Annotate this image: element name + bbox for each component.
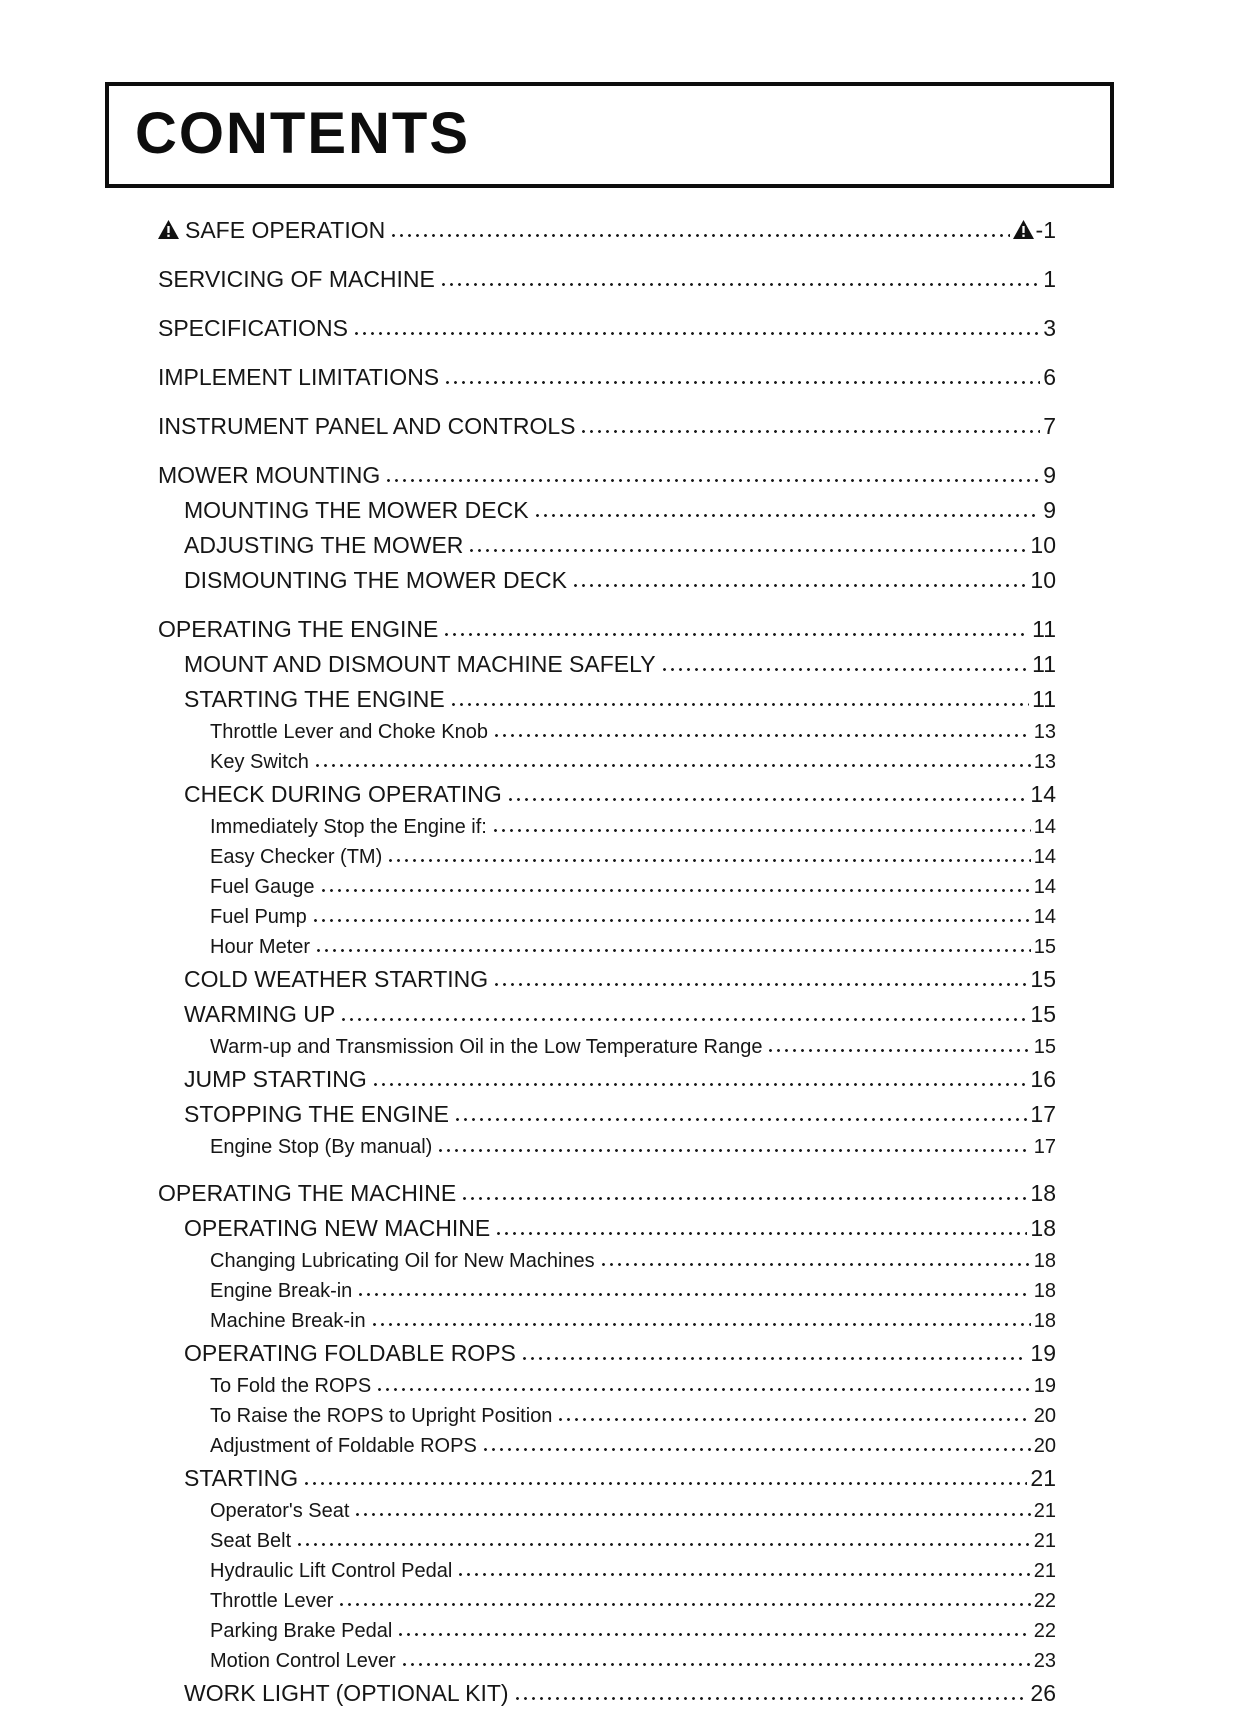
- toc-entry-label-wrap: [158, 217, 385, 244]
- toc-entry-page-wrap: [1043, 364, 1056, 391]
- toc-entry: [158, 310, 1056, 345]
- toc-entry-label-wrap: [184, 781, 502, 808]
- toc-entry-page-wrap: [1030, 1066, 1056, 1093]
- toc-entry-label: Adjustment of Foldable ROPS: [210, 1434, 477, 1457]
- toc-entry-label: COLD WEATHER STARTING: [184, 965, 489, 992]
- toc-entry-page-wrap: [1034, 1250, 1056, 1273]
- toc-entry-label-wrap: [210, 721, 488, 744]
- toc-entry-page-wrap: [1034, 1280, 1056, 1303]
- toc-entry: [158, 1525, 1056, 1555]
- toc-entry-page: 10: [1030, 566, 1056, 593]
- toc-entry-page-wrap: [1032, 616, 1056, 643]
- toc-entry-page-wrap: [1030, 966, 1056, 993]
- toc-entry: [158, 562, 1056, 597]
- toc-entry-page-wrap: [1030, 1465, 1056, 1492]
- toc-entry-label: DISMOUNTING THE MOWER DECK: [184, 566, 567, 593]
- toc-entry-page: 20: [1033, 1404, 1056, 1427]
- toc-entry-page: 1: [1043, 265, 1056, 292]
- toc-entry-label-wrap: [184, 567, 567, 594]
- toc-entry-page: 11: [1032, 685, 1056, 712]
- dotted-leader: [663, 649, 1030, 672]
- toc-entry: [158, 1335, 1056, 1370]
- toc-entry-label-wrap: [210, 1590, 333, 1613]
- dotted-leader: [509, 779, 1028, 802]
- toc-entry-label: WORK LIGHT (OPTIONAL KIT): [184, 1679, 509, 1706]
- toc-entry-label-wrap: [210, 1375, 371, 1398]
- toc-entry-label: Changing Lubricating Oil for New Machines: [210, 1249, 595, 1272]
- toc-entry-label-wrap: [184, 1066, 367, 1093]
- dotted-leader: [389, 843, 1031, 863]
- dotted-leader: [355, 313, 1040, 336]
- dotted-leader: [536, 495, 1041, 518]
- dotted-leader: [602, 1247, 1031, 1267]
- toc-entry-label-wrap: [184, 1340, 516, 1367]
- dotted-leader: [392, 215, 1009, 238]
- toc-entry: [158, 681, 1056, 716]
- dotted-leader: [442, 264, 1040, 287]
- toc-entry-label: CHECK DURING OPERATING: [184, 780, 502, 807]
- toc-entry-label: SERVICING OF MACHINE: [158, 265, 435, 292]
- toc-entry-page-wrap: [1034, 1375, 1056, 1398]
- toc-entry: [158, 1275, 1056, 1305]
- toc-entry: [158, 961, 1056, 996]
- dotted-leader: [769, 1033, 1030, 1053]
- toc-entry: [158, 931, 1056, 961]
- toc-entry-page: 11: [1032, 615, 1056, 642]
- toc-entry-label-wrap: [210, 1620, 392, 1643]
- toc-entry: [158, 1175, 1056, 1210]
- toc-entry-page-wrap: [1030, 1340, 1056, 1367]
- toc-entry-label: OPERATING THE ENGINE: [158, 615, 439, 642]
- toc-entry-page: 18: [1030, 1179, 1056, 1206]
- toc-entry: [158, 1245, 1056, 1275]
- toc-entry-page-wrap: [1030, 1180, 1056, 1207]
- toc-entry-label-wrap: [210, 876, 315, 899]
- toc-entry-page: 13: [1033, 720, 1056, 743]
- dotted-leader: [495, 964, 1027, 987]
- toc-entry-label: Hydraulic Lift Control Pedal: [210, 1559, 453, 1582]
- toc-entry-label: ADJUSTING THE MOWER: [184, 531, 464, 558]
- dotted-leader: [314, 903, 1031, 923]
- toc-entry-label-wrap: [210, 846, 382, 869]
- toc-entry-label-wrap: [158, 266, 435, 293]
- dotted-leader: [459, 1557, 1030, 1577]
- toc-entry-label: WARMING UP: [184, 1000, 336, 1027]
- toc-entry-label-wrap: [184, 532, 463, 559]
- toc-entry: [158, 408, 1056, 443]
- toc-entry-page: 15: [1030, 965, 1056, 992]
- toc-entry-page: 14: [1033, 815, 1056, 838]
- toc-entry-page: 11: [1032, 650, 1056, 677]
- toc-entry-page-wrap: [1043, 266, 1056, 293]
- toc-entry-label: Engine Break-in: [210, 1279, 353, 1302]
- dotted-leader: [516, 1678, 1028, 1701]
- toc-entry-label-wrap: [158, 315, 348, 342]
- toc-entry-page: 23: [1033, 1649, 1056, 1672]
- toc-entry-page-wrap: [1030, 567, 1056, 594]
- toc-entry-label: STARTING THE ENGINE: [184, 685, 445, 712]
- toc-entry: [158, 1555, 1056, 1585]
- toc-entry-page-wrap: [1034, 846, 1056, 869]
- toc-entry-page-wrap: [1034, 1405, 1056, 1428]
- toc-entry: [158, 1131, 1056, 1161]
- toc-entry-page: 16: [1030, 1065, 1056, 1092]
- toc-entry-label-wrap: [158, 462, 380, 489]
- toc-entry-label: IMPLEMENT LIMITATIONS: [158, 363, 440, 390]
- toc-entry-page: 7: [1043, 412, 1056, 439]
- toc-entry-page: 14: [1033, 905, 1056, 928]
- toc-entry: [158, 1031, 1056, 1061]
- toc-entry-page: 22: [1033, 1619, 1056, 1642]
- toc-entry-label-wrap: [184, 497, 529, 524]
- toc-entry-page: 10: [1030, 531, 1056, 558]
- toc-entry-label: Machine Break-in: [210, 1309, 366, 1332]
- toc-entry-label: To Fold the ROPS: [210, 1374, 372, 1397]
- toc-entry-page-wrap: [1034, 1530, 1056, 1553]
- toc-entry: [158, 871, 1056, 901]
- toc-entry-label: Engine Stop (By manual): [210, 1135, 433, 1158]
- toc-entry-page: 14: [1033, 845, 1056, 868]
- toc-entry-label-wrap: [210, 1036, 762, 1059]
- toc-entry: [158, 1460, 1056, 1495]
- toc-entry-label: Immediately Stop the Engine if:: [210, 815, 487, 838]
- dotted-leader: [495, 718, 1031, 738]
- toc-entry-page-wrap: [1030, 1101, 1056, 1128]
- toc-entry: [158, 996, 1056, 1031]
- toc-entry-label: OPERATING FOLDABLE ROPS: [184, 1339, 516, 1366]
- toc-entry-page: 18: [1033, 1279, 1056, 1302]
- toc-entry-label-wrap: [184, 651, 656, 678]
- page-title: CONTENTS: [135, 101, 470, 166]
- toc-entry-page-wrap: [1043, 497, 1056, 524]
- toc-entry-page: 21: [1030, 1464, 1056, 1491]
- toc-entry-page: 20: [1033, 1434, 1056, 1457]
- toc-list: [158, 212, 1056, 1710]
- toc-entry: [158, 716, 1056, 746]
- toc-entry-label: Key Switch: [210, 750, 309, 773]
- toc-entry-page: 18: [1033, 1249, 1056, 1272]
- toc-entry-label-wrap: [158, 413, 575, 440]
- toc-entry: [158, 527, 1056, 562]
- toc-entry-label: MOUNTING THE MOWER DECK: [184, 496, 529, 523]
- dotted-leader: [523, 1338, 1028, 1361]
- dotted-leader: [456, 1099, 1027, 1122]
- toc-entry: [158, 811, 1056, 841]
- toc-entry-page-wrap: [1034, 1650, 1056, 1673]
- toc-entry-page-wrap: [1032, 686, 1056, 713]
- toc-entry-label-wrap: [210, 1500, 349, 1523]
- toc-entry-label-wrap: [210, 1560, 452, 1583]
- toc-entry: [158, 611, 1056, 646]
- toc-entry-page-wrap: [1034, 1435, 1056, 1458]
- toc-entry-label: Operator's Seat: [210, 1499, 350, 1522]
- toc-entry-label: MOWER MOUNTING: [158, 461, 381, 488]
- toc-entry-page-wrap: [1043, 315, 1056, 342]
- toc-entry: [158, 746, 1056, 776]
- toc-entry-page: 15: [1033, 1035, 1056, 1058]
- toc-entry: [158, 901, 1056, 931]
- toc-entry: [158, 776, 1056, 811]
- toc-entry-label-wrap: [184, 1001, 335, 1028]
- toc-entry-label: OPERATING THE MACHINE: [158, 1179, 457, 1206]
- toc-entry-label-wrap: [184, 1465, 298, 1492]
- toc-entry-label: SAFE OPERATION: [185, 216, 386, 243]
- toc-entry-page: 21: [1033, 1499, 1056, 1522]
- dotted-leader: [298, 1527, 1031, 1547]
- warning-icon: [1013, 218, 1034, 245]
- toc-entry: [158, 1615, 1056, 1645]
- dotted-leader: [497, 1213, 1027, 1236]
- dotted-leader: [559, 1402, 1030, 1422]
- toc-entry-page: 14: [1030, 780, 1056, 807]
- toc-entry-label-wrap: [184, 966, 488, 993]
- toc-entry: [158, 646, 1056, 681]
- toc-entry-page: 3: [1043, 314, 1056, 341]
- toc-entry-page-wrap: [1030, 1215, 1056, 1242]
- dotted-leader: [356, 1497, 1030, 1517]
- toc-entry-label-wrap: [210, 906, 307, 929]
- toc-entry-label-wrap: [158, 364, 439, 391]
- toc-entry-label-wrap: [158, 616, 438, 643]
- dotted-leader: [340, 1587, 1030, 1607]
- toc-entry: [158, 212, 1056, 247]
- toc-entry: [158, 1645, 1056, 1675]
- toc-entry-page-wrap: [1034, 751, 1056, 774]
- toc-entry: [158, 1061, 1056, 1096]
- toc-entry-label-wrap: [158, 1180, 456, 1207]
- toc-entry: [158, 359, 1056, 394]
- toc-entry-label: INSTRUMENT PANEL AND CONTROLS: [158, 412, 576, 439]
- dotted-leader: [470, 530, 1027, 553]
- toc-entry-label-wrap: [210, 1435, 477, 1458]
- toc-entry-page-wrap: [1034, 1036, 1056, 1059]
- dotted-leader: [484, 1432, 1031, 1452]
- dotted-leader: [446, 362, 1040, 385]
- toc-entry-page-wrap: [1034, 1310, 1056, 1333]
- toc-entry: [158, 841, 1056, 871]
- toc-entry-page-wrap: [1034, 1500, 1056, 1523]
- dotted-leader: [316, 748, 1031, 768]
- toc-entry-label: Hour Meter: [210, 935, 311, 958]
- toc-entry-label-wrap: [210, 816, 487, 839]
- dotted-leader: [374, 1064, 1028, 1087]
- toc-entry: [158, 1495, 1056, 1525]
- toc-entry: [158, 492, 1056, 527]
- dotted-leader: [378, 1372, 1031, 1392]
- toc-entry-label: STOPPING THE ENGINE: [184, 1100, 449, 1127]
- toc-entry-label: Seat Belt: [210, 1529, 292, 1552]
- toc-entry-page: 21: [1033, 1559, 1056, 1582]
- toc-entry-label: STARTING: [184, 1464, 299, 1491]
- toc-entry-label-wrap: [184, 1680, 509, 1707]
- toc-entry-page: 13: [1033, 750, 1056, 773]
- toc-entry-page-wrap: [1030, 1001, 1056, 1028]
- toc-entry-page-wrap: [1034, 936, 1056, 959]
- title-box: [105, 82, 1114, 188]
- toc-entry-page: 17: [1030, 1100, 1056, 1127]
- dotted-leader: [403, 1647, 1031, 1667]
- toc-entry-page: 18: [1030, 1214, 1056, 1241]
- toc-entry-page-wrap: [1043, 462, 1056, 489]
- toc-entry: [158, 1430, 1056, 1460]
- toc-entry-page: 15: [1030, 1000, 1056, 1027]
- toc-entry-label-wrap: [210, 1650, 396, 1673]
- toc-entry-page-wrap: [1030, 781, 1056, 808]
- toc-entry-page-wrap: [1034, 1136, 1056, 1159]
- toc-entry-page: 9: [1043, 461, 1056, 488]
- toc-entry-label-wrap: [184, 686, 445, 713]
- toc-entry-page: 14: [1033, 875, 1056, 898]
- toc-entry-page-wrap: [1034, 876, 1056, 899]
- toc-entry: [158, 1675, 1056, 1710]
- toc-entry-page-wrap: [1032, 651, 1056, 678]
- toc-entry-page: 19: [1030, 1339, 1056, 1366]
- dotted-leader: [342, 999, 1027, 1022]
- dotted-leader: [494, 813, 1031, 833]
- toc-entry-label: SPECIFICATIONS: [158, 314, 348, 341]
- dotted-leader: [445, 614, 1029, 637]
- toc-entry-label-wrap: [184, 1215, 490, 1242]
- toc-entry-page: 17: [1033, 1135, 1056, 1158]
- toc-entry-page-wrap: [1034, 1620, 1056, 1643]
- toc-entry: [158, 1305, 1056, 1335]
- warning-icon: [158, 218, 179, 245]
- toc-entry-label: Throttle Lever: [210, 1589, 334, 1612]
- dotted-leader: [387, 460, 1040, 483]
- toc-entry-page: 19: [1033, 1374, 1056, 1397]
- toc-entry-page: 22: [1033, 1589, 1056, 1612]
- toc-entry-page: 21: [1033, 1529, 1056, 1552]
- toc-entry-page-wrap: [1034, 906, 1056, 929]
- dotted-leader: [582, 411, 1040, 434]
- toc-entry: [158, 1210, 1056, 1245]
- toc-entry-label: JUMP STARTING: [184, 1065, 367, 1092]
- toc-entry-label-wrap: [210, 1310, 366, 1333]
- toc-entry: [158, 1096, 1056, 1131]
- toc-entry-label: Fuel Gauge: [210, 875, 315, 898]
- toc-entry-label: Fuel Pump: [210, 905, 307, 928]
- toc-entry-label-wrap: [184, 1101, 449, 1128]
- toc-entry-page: 26: [1030, 1679, 1056, 1706]
- toc-entry: [158, 1370, 1056, 1400]
- toc-entry-page-wrap: [1034, 1590, 1056, 1613]
- dotted-leader: [359, 1277, 1030, 1297]
- toc-entry-page: 6: [1043, 363, 1056, 390]
- toc-entry-page: 9: [1043, 496, 1056, 523]
- toc-entry-page-wrap: [1030, 532, 1056, 559]
- toc-entry-label: Easy Checker (TM): [210, 845, 383, 868]
- toc-entry-page-wrap: [1034, 721, 1056, 744]
- toc-entry-label-wrap: [210, 1405, 552, 1428]
- toc-entry-page-wrap: [1013, 217, 1056, 244]
- toc-entry-label: To Raise the ROPS to Upright Position: [210, 1404, 553, 1427]
- toc-entry: [158, 457, 1056, 492]
- toc-entry-label: MOUNT AND DISMOUNT MACHINE SAFELY: [184, 650, 656, 677]
- toc-entry-label: Warm-up and Transmission Oil in the Low Temperature Range: [210, 1035, 763, 1058]
- toc-entry-label-wrap: [210, 1280, 352, 1303]
- toc-entry-page-wrap: [1034, 816, 1056, 839]
- dotted-leader: [452, 684, 1029, 707]
- toc-entry-page: 18: [1033, 1309, 1056, 1332]
- toc-entry-label-wrap: [210, 1136, 432, 1159]
- toc-entry-label: OPERATING NEW MACHINE: [184, 1214, 491, 1241]
- toc-entry-label: Parking Brake Pedal: [210, 1619, 393, 1642]
- toc-entry-label-wrap: [210, 1530, 291, 1553]
- dotted-leader: [439, 1133, 1030, 1153]
- toc-entry-page-wrap: [1034, 1560, 1056, 1583]
- dotted-leader: [399, 1617, 1030, 1637]
- dotted-leader: [574, 565, 1027, 588]
- dotted-leader: [305, 1463, 1027, 1486]
- dotted-leader: [317, 933, 1031, 953]
- toc-entry-label: Motion Control Lever: [210, 1649, 396, 1672]
- toc-entry: [158, 1400, 1056, 1430]
- toc-entry-label: Throttle Lever and Choke Knob: [210, 720, 488, 743]
- dotted-leader: [373, 1307, 1031, 1327]
- toc-entry-label-wrap: [210, 1250, 595, 1273]
- toc-entry-page: -1: [1035, 216, 1056, 243]
- toc-entry-label-wrap: [210, 751, 309, 774]
- dotted-leader: [322, 873, 1031, 893]
- toc-entry-page-wrap: [1043, 413, 1056, 440]
- toc-entry-page-wrap: [1030, 1680, 1056, 1707]
- toc-entry-page: 15: [1033, 935, 1056, 958]
- toc-entry: [158, 261, 1056, 296]
- toc-entry-label-wrap: [210, 936, 310, 959]
- dotted-leader: [463, 1178, 1027, 1201]
